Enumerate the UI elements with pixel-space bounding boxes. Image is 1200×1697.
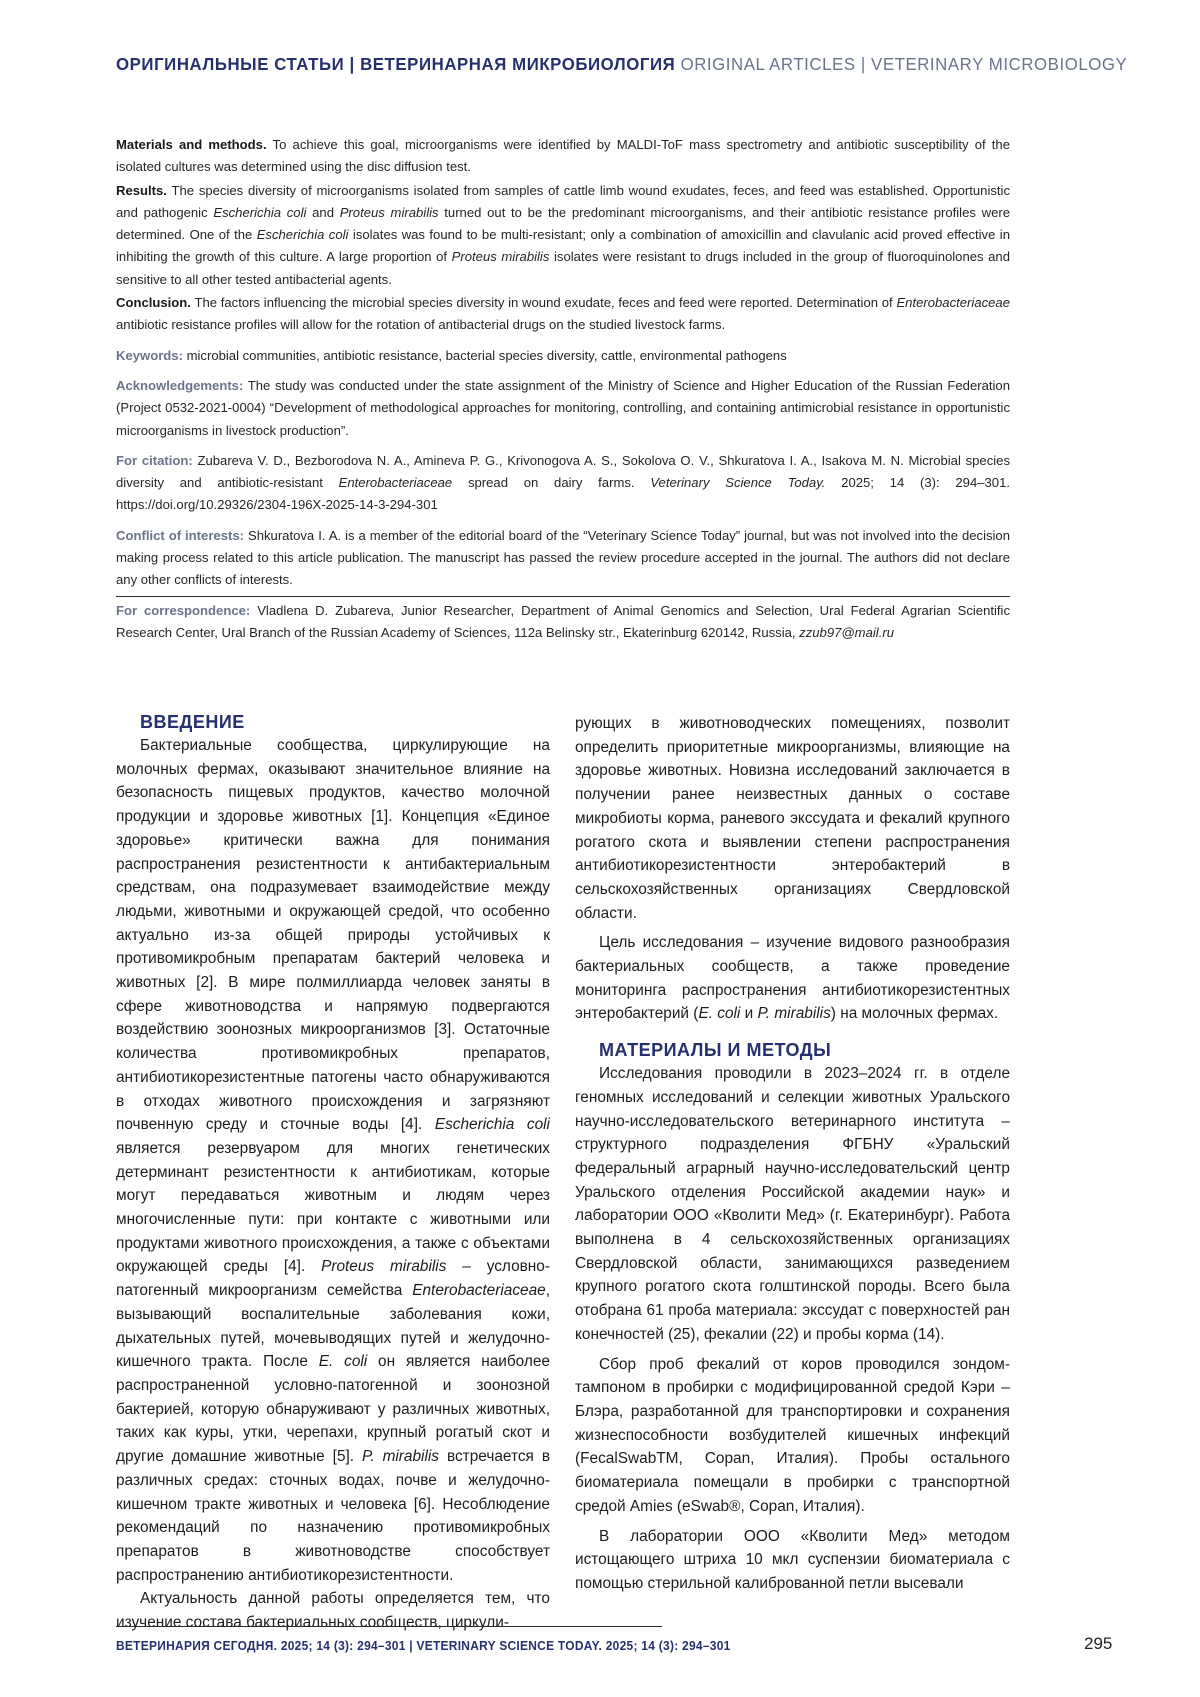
- citation-text: spread on dairy farms.: [452, 475, 651, 491]
- keywords-label: Keywords:: [116, 347, 183, 363]
- body-text: он является наиболее распространенной условно-патогенной и зоонозной бактерией, которую обнаруживают у различных животных, таких как куры, утки, черепахи, крупный рогатый скот и другие домашние животные [5].: [116, 1353, 550, 1466]
- body-text: ) на молочных фермах.: [830, 1005, 999, 1023]
- abstract-keywords: [116, 345, 1010, 367]
- novelty-paragraph: рующих в животноводческих помещениях, позволит определить приоритетные микроорганизмы, влияющие на здоровье животных. Новизна исследований заключается в получении ранее неизвестных данных о составе микробиоты корма, раневого экссудата и фекалий крупного рогатого скота и выявлении степени распространения антибиотикорезистентности энтеробактерий в сельскохозяйственных организациях Свердловской области.: [575, 715, 1010, 922]
- species-name: Enterobacteriaceae: [338, 475, 453, 491]
- body-text: и: [740, 1005, 758, 1023]
- section-heading-methods: МАТЕРИАЛЫ И МЕТОДЫ: [599, 1040, 832, 1061]
- conflict-text: Shkuratova I. A. is a member of the editorial board of the “Veterinary Science Today” journal, but was not involved into the decision making process related to this article publication. The manuscript has passed the review procedure accepted in the journal. The authors did not declare any other conflicts of interests.: [116, 527, 1010, 588]
- methods-label: Materials and methods.: [116, 137, 267, 152]
- acknowledgements-text: The study was conducted under the state assignment of the Ministry of Science and Higher Education of the Russian Federation (Project 0532-2021-0004) “Development of methodological approaches for monitoring, controlling, and containing antimicrobial resistance in opportunistic microorganisms in livestock production”.: [116, 377, 1010, 438]
- results-text: turned out to be the predominant microorganisms, and their antibiotic resistance profiles were determined. One of the: [116, 204, 1011, 243]
- body-text: Бактериальные сообщества, циркулирующие на молочных фермах, оказывают значительное влияние на безопасность пищевых продуктов, качество молочной продукции и здоровье животных [1]. Концепция «Единое здоровье» критически важна для понимания распространения резистентности к антибактериальным средствам, она подразумевает взаимодействие между людьми, животными и окружающей средой, что особенно актуально из-за общей природы устойчивых к противомикробным препаратам бактерий человека и животных [2]. В мире полмиллиарда человек заняты в сфере животноводства и напрямую подвергаются воздействию зоонозных микроорганизмов [3]. Остаточные количества противомикробных препаратов, антибиотикорезистентные патогены часто обнаруживаются в отходах животного происхождения и загрязняют почвенную среду и сточные воды [4].: [116, 737, 550, 1134]
- abstract-block: [116, 134, 1010, 645]
- species-name: Enterobacteriaceae: [896, 295, 1010, 311]
- aim-paragraph: [575, 931, 1010, 1026]
- results-text: isolates was found to be multi-resistant; only a combination of amoxicillin and clavulanic acid proved effective in inhibiting the growth of this culture. A large proportion of: [116, 227, 1010, 265]
- body-text: – условно-патогенный микроорганизм семейства: [116, 1258, 550, 1300]
- methods-paragraph-2: Сбор проб фекалий от коров проводился зондом-тампоном в пробирки с модифицированной средой Кэри – Блэра, разработанной для транспортировки и сохранения жизнеспособности возбудителей кишечных инфекций (FecalSwabTM, Copan, Италия). Пробы остального биоматериала помещали в пробирки с транспортной средой Amies (eSwab®, Copan, Италия).: [575, 1355, 1010, 1515]
- species-name: Proteus mirabilis: [451, 249, 550, 265]
- correspondence-email[interactable]: zzub97@mail.ru: [799, 624, 894, 640]
- abstract-methods: [116, 134, 1010, 179]
- running-header: [116, 54, 1127, 75]
- results-text: isolates were resistant to drugs included in the group of fluoroquinolones and sensitive to all other tested antibacterial agents.: [116, 249, 1010, 287]
- conclusion-text: The factors influencing the microbial species diversity in wound exudate, feces and feed were reported. Determination of: [190, 295, 897, 311]
- conclusion-text: antibiotic resistance profiles will allow for the rotation of antibacterial drugs on the studied livestock farms.: [116, 317, 726, 333]
- methods-paragraph-1: Исследования проводили в 2023–2024 гг. в отделе геномных исследований и селекции животных Уральского научно-исследовательского ветеринарного института – структурного подразделения ФГБНУ «Уральский федеральный аграрный научно-исследовательский центр Уральского отделения Российской академии наук» и лаборатории ООО «Кволити Мед» (г. Екатеринбург). Работа выполнена в 4 сельскохозяйственных организациях Свердловской области, занимающихся разведением крупного рогатого скота голштинской породы. Всего была отобрана 61 проба материала: экссудат с поверхностей ран конечностей (25), фекалии (22) и пробы корма (14).: [575, 1065, 1010, 1343]
- keywords-text: microbial communities, antibiotic resistance, bacterial species diversity, cattle, environmental pathogens: [182, 347, 787, 363]
- methods-text: To achieve this goal, microorganisms were identified by MALDI-ToF mass spectrometry and antibiotic susceptibility of the isolated cultures was determined using the disc diffusion test.: [116, 137, 1010, 175]
- abstract-conflict: [116, 525, 1010, 592]
- species-name: E. coli: [698, 1005, 741, 1023]
- conclusion-label: Conclusion.: [116, 295, 191, 311]
- correspondence-label: For correspondence:: [116, 602, 251, 618]
- footer-divider: [116, 1626, 662, 1627]
- correspondence-text: Vladlena D. Zubareva, Junior Researcher, Department of Animal Genomics and Selection, Ural Federal Agrarian Scientific Research Center, Ural Branch of the Russian Academy of Sciences, 112a Belinsky str., Ekaterinburg 620142, Russia,: [116, 602, 1010, 640]
- running-header-en: ORIGINAL ARTICLES | VETERINARY MICROBIOLOGY: [680, 54, 1128, 74]
- species-name: Proteus mirabilis: [339, 204, 439, 220]
- page-number: 295: [1084, 1634, 1113, 1653]
- abstract-results: [116, 180, 1010, 291]
- conflict-label: Conflict of interests:: [116, 527, 244, 543]
- acknowledgements-label: Acknowledgements:: [116, 377, 244, 393]
- abstract-acknowledgements: [116, 375, 1010, 442]
- relevance-paragraph: Актуальность данной работы определяется тем, что изучение состава бактериальных сообществ, циркули-: [116, 1590, 550, 1632]
- species-name: P. mirabilis: [757, 1005, 831, 1023]
- abstract-correspondence: [116, 600, 1010, 645]
- body-text: встречается в различных средах: сточных водах, почве и желудочно-кишечном тракте животных и человека [6]. Несоблюдение рекомендаций по назначению противомикробных препаратов в животноводстве способствует распространению антибиотикорезистентности.: [116, 1448, 551, 1584]
- running-footer: ВЕТЕРИНАРИЯ СЕГОДНЯ. 2025; 14 (3): 294–301 | VETERINARY SCIENCE TODAY. 2025; 14 (3): 294–301: [116, 1638, 731, 1653]
- abstract-citation: [116, 450, 1010, 517]
- results-text: The species diversity of microorganisms isolated from samples of cattle limb wound exudates, feces, and feed was established. Opportunistic and pathogenic: [116, 182, 1010, 220]
- methods-paragraph-3: В лаборатории ООО «Кволити Мед» методом истощающего штриха 10 мкл суспензии биоматериала с помощью стерильной калиброванной петли высевали: [575, 1527, 1010, 1592]
- journal-name: Veterinary Science Today.: [650, 475, 826, 491]
- results-text: and: [306, 204, 340, 220]
- body-text: Цель исследования – изучение видового разнообразия бактериальных сообществ, а также проведение мониторинга распространения антибиотикорезистентных энтеробактерий (: [575, 934, 1010, 1023]
- species-name: Escherichia coli: [213, 204, 307, 220]
- species-name: Enterobacteriaceae: [412, 1282, 546, 1300]
- citation-doi: 2025; 14 (3): 294–301. https://doi.org/10.29326/2304-196X-2025-14-3-294-301: [116, 475, 1010, 513]
- left-column: [116, 710, 550, 1635]
- running-header-ru: ОРИГИНАЛЬНЫЕ СТАТЬИ | ВЕТЕРИНАРНАЯ МИКРОБИОЛОГИЯ: [116, 54, 676, 74]
- results-label: Results.: [116, 182, 167, 198]
- species-name: Escherichia coli: [434, 1116, 550, 1134]
- citation-text: Zubareva V. D., Bezborodova N. A., Amineva P. G., Krivonogova A. S., Sokolova O. V., Shkuratova I. A., Isakova M. N. Microbial species diversity and antibiotic-resistant: [116, 452, 1010, 491]
- citation-label: For citation:: [116, 452, 193, 468]
- abstract-conclusion: [116, 292, 1010, 337]
- body-text: является резервуаром для многих генетических детерминант резистентности к антибиотикам, которые могут передаваться животным и людям через многочисленные пути: при контакте с животными или продуктами животного происхождения, а также с объектами окружающей среды [4].: [116, 1139, 550, 1276]
- species-name: Escherichia coli: [256, 227, 349, 243]
- section-heading-introduction: ВВЕДЕНИЕ: [140, 712, 245, 732]
- species-name: E. coli: [318, 1353, 368, 1371]
- species-name: P. mirabilis: [362, 1448, 440, 1466]
- intro-paragraph: [116, 734, 550, 1587]
- right-column: [575, 712, 1010, 1596]
- abstract-divider: [116, 596, 1010, 597]
- species-name: Proteus mirabilis: [321, 1258, 447, 1276]
- body-text: , вызывающий воспалительные заболевания кожи, дыхательных путей, мочевыводящих путей и желудочно-кишечного тракта. После: [116, 1282, 550, 1371]
